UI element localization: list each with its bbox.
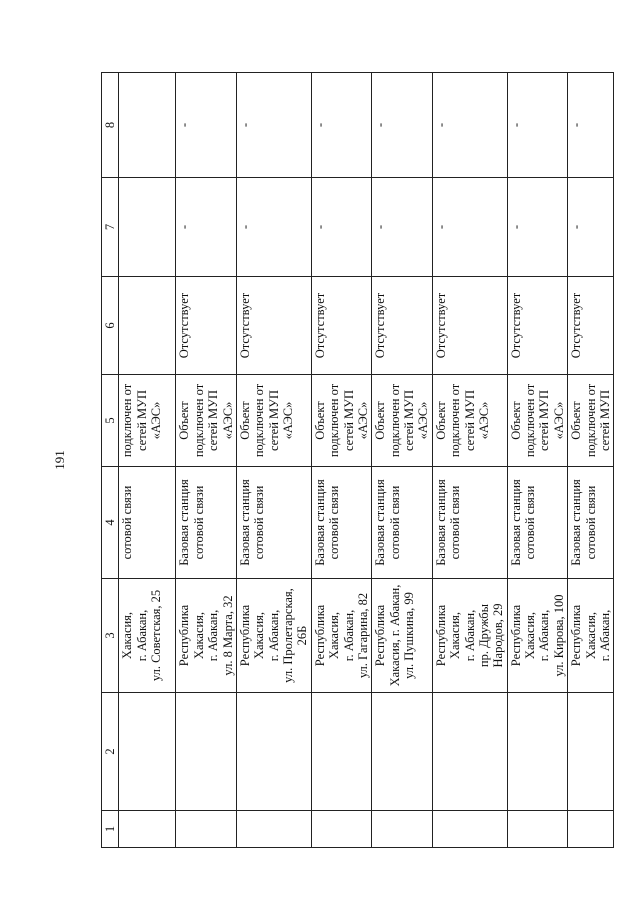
table-row bbox=[311, 73, 372, 848]
cell-col-2 bbox=[568, 693, 614, 811]
header-cell: 5 bbox=[102, 375, 119, 467]
cell-col-2 bbox=[176, 693, 237, 811]
cell-col-3: Хакасия, г. Абакан, ул. Советская, 25 bbox=[119, 579, 176, 693]
header-cell: 8 bbox=[102, 73, 119, 178]
cell-col-7: - bbox=[568, 178, 614, 277]
cell-col-7: - bbox=[236, 178, 311, 277]
table-row bbox=[507, 73, 568, 848]
cell-col-3: Республика Хакасия, г. Абакан, ул. 8 Марта, 32 bbox=[176, 579, 237, 693]
cell-col-4: Базовая станция сотовой связи bbox=[568, 467, 614, 579]
cell-col-2 bbox=[507, 693, 568, 811]
cell-col-5: Объект подключен от сетей МУП «АЭС» bbox=[372, 375, 433, 467]
cell-col-6: Отсутствует bbox=[432, 277, 507, 375]
cell-col-6: Отсутствует bbox=[176, 277, 237, 375]
rotated-table-container bbox=[101, 73, 612, 848]
cell-col-6: Отсутствует bbox=[507, 277, 568, 375]
cell-col-8: - bbox=[372, 73, 433, 178]
cell-col-4: Базовая станция сотовой связи bbox=[176, 467, 237, 579]
cell-col-4: Базовая станция сотовой связи bbox=[432, 467, 507, 579]
cell-col-2 bbox=[119, 693, 176, 811]
cell-col-3: Республика Хакасия, г. Абакан, bbox=[568, 579, 614, 693]
table-row bbox=[372, 73, 433, 848]
cell-col-5: Объект подключен от сетей МУП «АЭС» bbox=[311, 375, 372, 467]
cell-col-6: Отсутствует bbox=[372, 277, 433, 375]
page-number: 191 bbox=[52, 450, 67, 470]
cell-col-4: сотовой связи bbox=[119, 467, 176, 579]
cell-col-5: Объект подключен от сетей МУП «АЭС» bbox=[432, 375, 507, 467]
header-cell: 1 bbox=[102, 811, 119, 848]
cell-col-1 bbox=[432, 811, 507, 848]
table-body bbox=[119, 73, 614, 848]
cell-col-7: - bbox=[372, 178, 433, 277]
cell-col-7: - bbox=[311, 178, 372, 277]
cell-col-1 bbox=[311, 811, 372, 848]
cell-col-2 bbox=[432, 693, 507, 811]
cell-col-8: - bbox=[176, 73, 237, 178]
cell-col-3: Республика Хакасия, г. Абакан, пр. Дружбы Народов, 29 bbox=[432, 579, 507, 693]
cell-col-8: - bbox=[432, 73, 507, 178]
cell-col-1 bbox=[507, 811, 568, 848]
cell-col-2 bbox=[311, 693, 372, 811]
cell-col-8: - bbox=[568, 73, 614, 178]
cell-col-7 bbox=[119, 178, 176, 277]
cell-col-1 bbox=[119, 811, 176, 848]
cell-col-8: - bbox=[311, 73, 372, 178]
cell-col-1 bbox=[176, 811, 237, 848]
cell-col-6 bbox=[119, 277, 176, 375]
cell-col-8 bbox=[119, 73, 176, 178]
header-cell: 6 bbox=[102, 277, 119, 375]
cell-col-5: Объект подключен от сетей МУП «АЭС» bbox=[236, 375, 311, 467]
table-row bbox=[119, 73, 176, 848]
cell-col-5: подключен от сетей МУП «АЭС» bbox=[119, 375, 176, 467]
header-cell: 4 bbox=[102, 467, 119, 579]
cell-col-4: Базовая станция сотовой связи bbox=[507, 467, 568, 579]
cell-col-7: - bbox=[432, 178, 507, 277]
table-row bbox=[236, 73, 311, 848]
cell-col-5: Объект подключен от сетей МУП «АЭС» bbox=[507, 375, 568, 467]
cell-col-3: Республика Хакасия, г. Абакан, ул. Пролетарская, 26Б bbox=[236, 579, 311, 693]
data-table bbox=[101, 72, 614, 848]
cell-col-4: Базовая станция сотовой связи bbox=[236, 467, 311, 579]
cell-col-6: Отсутствует bbox=[311, 277, 372, 375]
header-cell: 2 bbox=[102, 693, 119, 811]
table-row bbox=[432, 73, 507, 848]
cell-col-4: Базовая станция сотовой связи bbox=[372, 467, 433, 579]
cell-col-8: - bbox=[507, 73, 568, 178]
table-row bbox=[568, 73, 614, 848]
cell-col-5: Объект подключен от сетей МУП «АЭС» bbox=[176, 375, 237, 467]
cell-col-8: - bbox=[236, 73, 311, 178]
cell-col-4: Базовая станция сотовой связи bbox=[311, 467, 372, 579]
cell-col-1 bbox=[568, 811, 614, 848]
cell-col-5: Объект подключен от сетей МУП bbox=[568, 375, 614, 467]
header-row bbox=[102, 73, 119, 848]
cell-col-2 bbox=[372, 693, 433, 811]
cell-col-7: - bbox=[507, 178, 568, 277]
table-row bbox=[176, 73, 237, 848]
cell-col-3: Республика Хакасия, г. Абакан, ул. Пушкина, 99 bbox=[372, 579, 433, 693]
cell-col-6: Отсутствует bbox=[236, 277, 311, 375]
cell-col-1 bbox=[372, 811, 433, 848]
cell-col-2 bbox=[236, 693, 311, 811]
cell-col-6: Отсутствует bbox=[568, 277, 614, 375]
cell-col-3: Республика Хакасия, г. Абакан, ул. Кирова, 100 bbox=[507, 579, 568, 693]
cell-col-3: Республика Хакасия, г. Абакан, ул. Гагарина, 82 bbox=[311, 579, 372, 693]
header-cell: 3 bbox=[102, 579, 119, 693]
header-cell: 7 bbox=[102, 178, 119, 277]
cell-col-7: - bbox=[176, 178, 237, 277]
cell-col-1 bbox=[236, 811, 311, 848]
